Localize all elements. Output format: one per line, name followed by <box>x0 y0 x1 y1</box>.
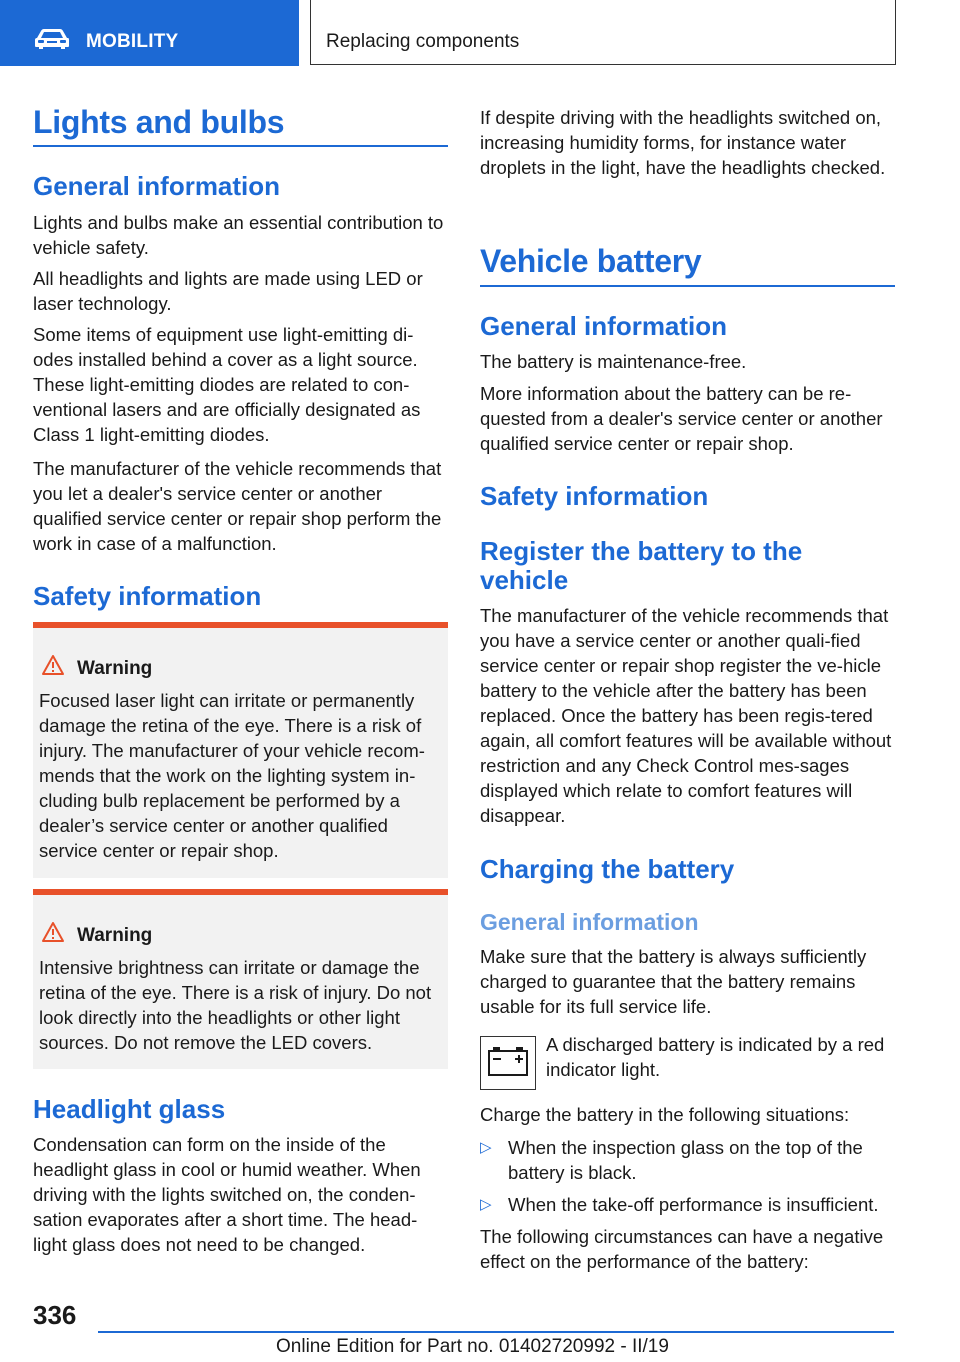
list-item-text: When the take-off performance is insufficient. <box>508 1194 879 1215</box>
page-number: 336 <box>33 1300 77 1330</box>
battery-indicator-box <box>480 1036 536 1090</box>
paragraph: Some items of equipment use light-emitting di-odes installed behind a cover as a light source. These light-emitting diodes are related to con-ventional lasers and are officially designated as Class 1 light-emitting diodes. <box>33 324 421 445</box>
warning-title: Warning <box>77 925 153 946</box>
paragraph: The manufacturer of the vehicle recommends that you let a dealer's service center or another qualified service center or repair shop perform the work in case of a malfunction. <box>33 458 442 554</box>
headlight-glass-heading: Headlight glass <box>33 1094 226 1124</box>
paragraph: More information about the battery can be re-quested from a dealer's service center or another qualified service center or repair shop. <box>480 383 883 454</box>
safety-heading: Safety information <box>480 481 709 511</box>
warning-box <box>33 889 448 1069</box>
indicator-text: A discharged battery is indicated by a red indicator light. <box>546 1034 885 1080</box>
warning-text: Intensive brightness can irritate or damage the retina of the eye. There is a risk of injury. Do not look directly into the headlights or other light sources. Do not remove the LED covers. <box>39 957 432 1053</box>
vehicle-battery-title: Vehicle battery <box>480 243 702 279</box>
section-tab[interactable] <box>310 0 896 65</box>
general-info-heading: General information <box>480 311 728 341</box>
paragraph: Make sure that the battery is always sufficiently charged to guarantee that the battery remains usable for its full service life. <box>480 946 867 1017</box>
warning-text: Focused laser light can irritate or permanently damage the retina of the eye. There is a risk of injury. The manufacturer of your vehicle recom-mends that the work on the lighting system in-cluding bulb replacement be performed by a dealer’s service center or another qualified service center or repair shop. <box>39 690 425 861</box>
footer-edition: Online Edition for Part no. 01402720992 - II/19 <box>276 1336 669 1357</box>
register-battery-heading: Register the battery to the vehicle <box>480 536 803 595</box>
charging-subheading: General information <box>480 909 699 935</box>
paragraph: Charge the battery in the following situations: <box>480 1104 850 1125</box>
page-header <box>0 0 960 66</box>
triangle-bullet-icon: ▷ <box>480 1196 492 1213</box>
page-title: Lights and bulbs <box>33 104 285 140</box>
list-item <box>480 1192 898 1217</box>
safety-heading: Safety information <box>33 581 262 611</box>
section-label: Replacing components <box>326 31 520 52</box>
mobility-label: MOBILITY <box>86 31 179 52</box>
warning-box <box>33 622 448 878</box>
paragraph: Lights and bulbs make an essential contribution to vehicle safety. <box>33 212 444 258</box>
car-icon <box>34 28 70 50</box>
paragraph: The battery is maintenance-free. <box>480 351 747 372</box>
triangle-bullet-icon: ▷ <box>480 1139 492 1156</box>
paragraph: All headlights and lights are made using LED or laser technology. <box>33 268 423 314</box>
paragraph: The following circumstances can have a negative effect on the performance of the battery: <box>480 1226 884 1272</box>
battery-icon <box>481 1037 535 1089</box>
paragraph: Condensation can form on the inside of the headlight glass in cool or humid weather. When driving with the lights switched on, the conden-sation evaporates after a short time. The head-light glass does not need to be changed. <box>33 1134 421 1255</box>
general-info-heading: General information <box>33 171 281 201</box>
warning-icon <box>41 654 65 676</box>
list-item <box>480 1135 898 1185</box>
mobility-tab[interactable] <box>0 0 299 66</box>
list-item-text: When the inspection glass on the top of the battery is black. <box>508 1137 863 1183</box>
charging-heading: Charging the battery <box>480 854 735 884</box>
footer-rule <box>98 1331 894 1333</box>
paragraph: If despite driving with the headlights switched on, increasing humidity forms, for instance water droplets in the light, have the headlights checked. <box>480 107 886 178</box>
warning-icon <box>41 921 65 943</box>
warning-title: Warning <box>77 658 153 679</box>
title-rule <box>33 145 448 147</box>
paragraph: The manufacturer of the vehicle recommends that you have a service center or another quali-fied service center or repair shop register the ve-hicle battery to the vehicle after the battery has been replaced. Once the battery has been regis-tered again, all comfort features will be available without restriction and any Check Control mes-sages displayed which relate to comfort features will disappear. <box>480 605 892 826</box>
title-rule <box>480 285 895 287</box>
